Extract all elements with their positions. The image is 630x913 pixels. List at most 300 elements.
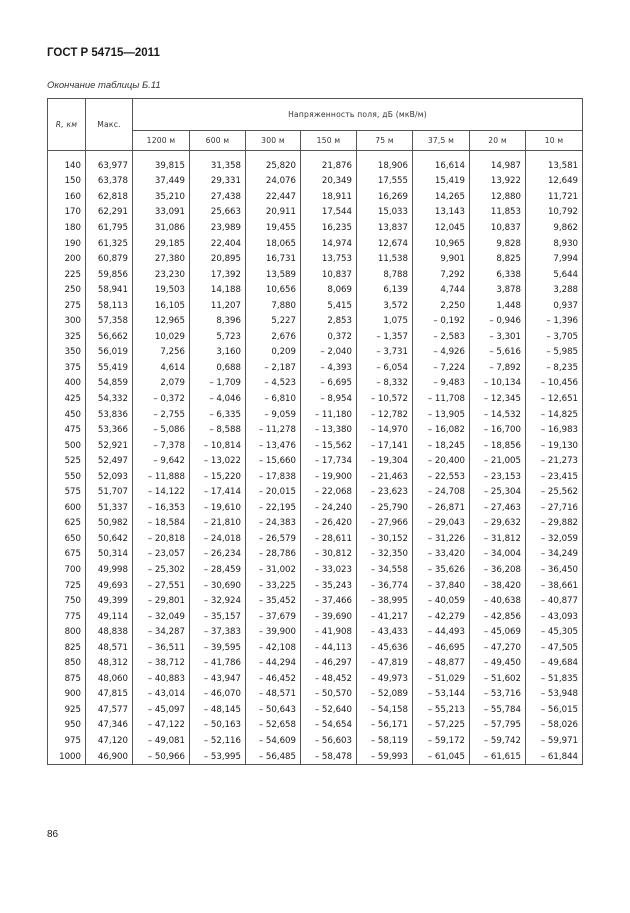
cell-value: – 26,234 <box>190 547 246 563</box>
cell-value: 22,404 <box>190 236 246 252</box>
cell-value: 18,065 <box>246 236 301 252</box>
cell-value: 13,922 <box>470 174 526 190</box>
document-header: ГОСТ Р 54715—2011 <box>47 47 160 59</box>
cell-value: 14,987 <box>470 158 526 174</box>
cell-value: – 34,004 <box>470 547 526 563</box>
table-row <box>48 547 583 563</box>
cell-value: – 59,971 <box>526 733 583 749</box>
cell-max: 47,120 <box>86 733 133 749</box>
cell-max: 60,879 <box>86 251 133 267</box>
cell-distance: 275 <box>48 298 86 314</box>
cell-value: – 52,116 <box>190 733 246 749</box>
cell-value: – 9,483 <box>413 376 470 392</box>
cell-value: 7,880 <box>246 298 301 314</box>
cell-max: 51,707 <box>86 484 133 500</box>
table-row <box>48 407 583 423</box>
cell-value: – 3,705 <box>526 329 583 345</box>
cell-value: – 24,708 <box>413 484 470 500</box>
cell-value: 10,792 <box>526 205 583 221</box>
cell-value: 10,656 <box>246 282 301 298</box>
cell-value: – 47,122 <box>133 718 190 734</box>
cell-max: 48,312 <box>86 656 133 672</box>
cell-value: – 38,661 <box>526 578 583 594</box>
cell-value: – 14,532 <box>470 407 526 423</box>
cell-value: 20,349 <box>301 174 357 190</box>
cell-value: – 21,463 <box>357 469 413 485</box>
cell-value: – 2,040 <box>301 345 357 361</box>
table-row <box>48 267 583 283</box>
cell-value: – 16,353 <box>133 500 190 516</box>
cell-value: – 25,790 <box>357 500 413 516</box>
cell-value: 14,974 <box>301 236 357 252</box>
cell-value: 33,091 <box>133 205 190 221</box>
cell-value: – 23,415 <box>526 469 583 485</box>
cell-value: – 29,882 <box>526 516 583 532</box>
cell-value: – 26,871 <box>413 500 470 516</box>
cell-value: – 22,195 <box>246 500 301 516</box>
cell-max: 52,497 <box>86 453 133 469</box>
cell-value: – 44,493 <box>413 624 470 640</box>
cell-distance: 325 <box>48 329 86 345</box>
cell-value: – 4,926 <box>413 345 470 361</box>
cell-value: – 43,093 <box>526 609 583 625</box>
cell-value: – 52,089 <box>357 687 413 703</box>
cell-distance: 800 <box>48 624 86 640</box>
cell-value: – 11,180 <box>301 407 357 423</box>
cell-value: – 16,700 <box>470 422 526 438</box>
cell-max: 63,977 <box>86 158 133 174</box>
cell-value: – 30,690 <box>190 578 246 594</box>
cell-value: – 38,420 <box>470 578 526 594</box>
cell-distance: 1000 <box>48 749 86 765</box>
cell-distance: 150 <box>48 174 86 190</box>
cell-value: 2,676 <box>246 329 301 345</box>
cell-value: – 35,452 <box>246 593 301 609</box>
cell-value: – 48,145 <box>190 702 246 718</box>
cell-value: – 21,005 <box>470 453 526 469</box>
cell-value: 5,723 <box>190 329 246 345</box>
data-table-container <box>47 98 582 765</box>
cell-value: – 39,900 <box>246 624 301 640</box>
cell-value: – 54,654 <box>301 718 357 734</box>
cell-value: – 23,153 <box>470 469 526 485</box>
table-row <box>48 749 583 765</box>
cell-value: – 24,383 <box>246 516 301 532</box>
cell-value: 11,207 <box>190 298 246 314</box>
cell-value: – 0,946 <box>470 313 526 329</box>
cell-value: 8,396 <box>190 313 246 329</box>
cell-max: 62,818 <box>86 189 133 205</box>
table-row <box>48 671 583 687</box>
cell-value: 3,878 <box>470 282 526 298</box>
cell-value: – 30,152 <box>357 531 413 547</box>
header-height-3: 150 м <box>301 131 357 151</box>
cell-value: – 17,734 <box>301 453 357 469</box>
cell-value: 39,815 <box>133 158 190 174</box>
table-row <box>48 531 583 547</box>
cell-value: – 18,584 <box>133 516 190 532</box>
cell-distance: 625 <box>48 516 86 532</box>
cell-value: – 31,226 <box>413 531 470 547</box>
cell-value: – 56,603 <box>301 733 357 749</box>
cell-value: – 47,270 <box>470 640 526 656</box>
cell-distance: 200 <box>48 251 86 267</box>
cell-value: 7,994 <box>526 251 583 267</box>
cell-value: – 48,452 <box>301 671 357 687</box>
cell-value: – 8,954 <box>301 391 357 407</box>
cell-value: 31,086 <box>133 220 190 236</box>
cell-value: – 5,985 <box>526 345 583 361</box>
table-row <box>48 251 583 267</box>
cell-value: – 1,357 <box>357 329 413 345</box>
cell-value: – 36,774 <box>357 578 413 594</box>
cell-value: 27,380 <box>133 251 190 267</box>
cell-value: – 61,045 <box>413 749 470 765</box>
table-row <box>48 189 583 205</box>
table-row <box>48 391 583 407</box>
cell-value: 5,227 <box>246 313 301 329</box>
cell-value: – 21,810 <box>190 516 246 532</box>
cell-value: 17,392 <box>190 267 246 283</box>
cell-value: – 50,643 <box>246 702 301 718</box>
cell-value: 0,372 <box>301 329 357 345</box>
cell-max: 48,060 <box>86 671 133 687</box>
cell-value: 13,753 <box>301 251 357 267</box>
header-height-5: 37,5 м <box>413 131 470 151</box>
cell-max: 46,900 <box>86 749 133 765</box>
cell-value: 19,503 <box>133 282 190 298</box>
cell-value: – 16,983 <box>526 422 583 438</box>
cell-value: – 14,970 <box>357 422 413 438</box>
cell-max: 48,838 <box>86 624 133 640</box>
cell-value: 27,438 <box>190 189 246 205</box>
cell-value: – 45,069 <box>470 624 526 640</box>
cell-value: – 19,900 <box>301 469 357 485</box>
cell-value: – 27,463 <box>470 500 526 516</box>
cell-max: 53,366 <box>86 422 133 438</box>
cell-value: 22,447 <box>246 189 301 205</box>
table-row <box>48 438 583 454</box>
cell-value: – 46,452 <box>246 671 301 687</box>
table-row <box>48 422 583 438</box>
cell-value: – 45,305 <box>526 624 583 640</box>
cell-distance: 675 <box>48 547 86 563</box>
header-max: Макс. <box>86 99 133 151</box>
cell-value: 16,731 <box>246 251 301 267</box>
cell-value: – 53,144 <box>413 687 470 703</box>
cell-distance: 650 <box>48 531 86 547</box>
cell-value: 6,338 <box>470 267 526 283</box>
cell-value: – 51,835 <box>526 671 583 687</box>
cell-distance: 450 <box>48 407 86 423</box>
cell-value: – 7,224 <box>413 360 470 376</box>
cell-value: 0,937 <box>526 298 583 314</box>
cell-max: 49,399 <box>86 593 133 609</box>
cell-value: – 44,113 <box>301 640 357 656</box>
cell-value: 5,644 <box>526 267 583 283</box>
cell-value: – 10,572 <box>357 391 413 407</box>
table-row <box>48 593 583 609</box>
table-row <box>48 656 583 672</box>
cell-value: – 59,742 <box>470 733 526 749</box>
cell-distance: 140 <box>48 158 86 174</box>
cell-distance: 180 <box>48 220 86 236</box>
table-row <box>48 733 583 749</box>
cell-value: 17,555 <box>357 174 413 190</box>
cell-value: 29,331 <box>190 174 246 190</box>
cell-value: – 45,097 <box>133 702 190 718</box>
cell-value: – 37,840 <box>413 578 470 594</box>
cell-value: 35,210 <box>133 189 190 205</box>
cell-value: – 56,015 <box>526 702 583 718</box>
cell-value: 2,079 <box>133 376 190 392</box>
cell-max: 49,998 <box>86 562 133 578</box>
cell-max: 52,093 <box>86 469 133 485</box>
cell-value: – 26,420 <box>301 516 357 532</box>
cell-value: 17,544 <box>301 205 357 221</box>
cell-value: 3,288 <box>526 282 583 298</box>
cell-value: – 6,810 <box>246 391 301 407</box>
cell-value: – 30,812 <box>301 547 357 563</box>
cell-value: 15,033 <box>357 205 413 221</box>
cell-value: – 32,059 <box>526 531 583 547</box>
cell-value: 16,269 <box>357 189 413 205</box>
cell-max: 47,577 <box>86 702 133 718</box>
cell-value: – 13,476 <box>246 438 301 454</box>
cell-value: – 37,466 <box>301 593 357 609</box>
cell-value: 11,538 <box>357 251 413 267</box>
cell-value: 7,292 <box>413 267 470 283</box>
cell-value: – 32,924 <box>190 593 246 609</box>
cell-max: 56,019 <box>86 345 133 361</box>
cell-distance: 700 <box>48 562 86 578</box>
cell-value: – 31,002 <box>246 562 301 578</box>
cell-value: – 7,378 <box>133 438 190 454</box>
cell-value: – 50,163 <box>190 718 246 734</box>
cell-value: – 41,786 <box>190 656 246 672</box>
header-height-4: 75 м <box>357 131 413 151</box>
cell-value: – 10,814 <box>190 438 246 454</box>
header-height-0: 1200 м <box>133 131 190 151</box>
cell-value: – 9,059 <box>246 407 301 423</box>
cell-value: – 28,786 <box>246 547 301 563</box>
cell-value: – 52,658 <box>246 718 301 734</box>
cell-value: – 15,220 <box>190 469 246 485</box>
cell-value: – 54,158 <box>357 702 413 718</box>
cell-value: – 40,883 <box>133 671 190 687</box>
cell-max: 54,859 <box>86 376 133 392</box>
cell-value: – 27,966 <box>357 516 413 532</box>
cell-value: – 35,626 <box>413 562 470 578</box>
cell-value: – 50,570 <box>301 687 357 703</box>
cell-value: – 23,623 <box>357 484 413 500</box>
cell-value: – 27,716 <box>526 500 583 516</box>
cell-value: – 47,819 <box>357 656 413 672</box>
cell-value: – 39,595 <box>190 640 246 656</box>
cell-value: 20,911 <box>246 205 301 221</box>
header-field-strength: Напряженность поля, дБ (мкВ/м) <box>133 99 583 131</box>
cell-value: 18,906 <box>357 158 413 174</box>
cell-value: 10,837 <box>301 267 357 283</box>
table-row <box>48 718 583 734</box>
cell-value: – 8,332 <box>357 376 413 392</box>
cell-value: – 20,818 <box>133 531 190 547</box>
cell-value: 1,448 <box>470 298 526 314</box>
cell-value: – 57,795 <box>470 718 526 734</box>
cell-value: – 61,615 <box>470 749 526 765</box>
cell-distance: 225 <box>48 267 86 283</box>
page-number: 86 <box>47 829 59 840</box>
cell-value: 14,188 <box>190 282 246 298</box>
cell-max: 47,815 <box>86 687 133 703</box>
cell-value: – 58,478 <box>301 749 357 765</box>
cell-value: – 14,122 <box>133 484 190 500</box>
cell-max: 58,113 <box>86 298 133 314</box>
cell-distance: 750 <box>48 593 86 609</box>
cell-value: 2,250 <box>413 298 470 314</box>
cell-value: – 15,660 <box>246 453 301 469</box>
cell-value: – 49,973 <box>357 671 413 687</box>
cell-value: – 51,029 <box>413 671 470 687</box>
cell-value: 16,235 <box>301 220 357 236</box>
cell-value: – 36,511 <box>133 640 190 656</box>
cell-value: 12,674 <box>357 236 413 252</box>
cell-value: – 42,279 <box>413 609 470 625</box>
cell-value: 25,663 <box>190 205 246 221</box>
cell-value: – 38,712 <box>133 656 190 672</box>
cell-value: – 58,119 <box>357 733 413 749</box>
cell-value: – 12,782 <box>357 407 413 423</box>
cell-value: 12,649 <box>526 174 583 190</box>
cell-value: 3,572 <box>357 298 413 314</box>
cell-value: – 4,046 <box>190 391 246 407</box>
cell-value: 11,853 <box>470 205 526 221</box>
cell-distance: 160 <box>48 189 86 205</box>
cell-value: – 13,022 <box>190 453 246 469</box>
cell-value: – 18,245 <box>413 438 470 454</box>
cell-value: – 34,249 <box>526 547 583 563</box>
cell-value: – 14,825 <box>526 407 583 423</box>
cell-value: – 1,396 <box>526 313 583 329</box>
cell-value: – 32,049 <box>133 609 190 625</box>
cell-value: – 19,610 <box>190 500 246 516</box>
cell-distance: 550 <box>48 469 86 485</box>
cell-value: – 35,157 <box>190 609 246 625</box>
table-row <box>48 453 583 469</box>
cell-value: 8,788 <box>357 267 413 283</box>
cell-value: – 55,784 <box>470 702 526 718</box>
cell-value: – 33,023 <box>301 562 357 578</box>
cell-value: 25,820 <box>246 158 301 174</box>
cell-distance: 850 <box>48 656 86 672</box>
cell-max: 48,571 <box>86 640 133 656</box>
cell-distance: 170 <box>48 205 86 221</box>
cell-max: 47,346 <box>86 718 133 734</box>
cell-value: – 18,856 <box>470 438 526 454</box>
cell-value: – 49,450 <box>470 656 526 672</box>
cell-value: – 31,812 <box>470 531 526 547</box>
cell-value: – 51,602 <box>470 671 526 687</box>
table-row <box>48 376 583 392</box>
table-spacer-row <box>48 151 583 159</box>
cell-value: – 53,948 <box>526 687 583 703</box>
cell-max: 53,836 <box>86 407 133 423</box>
cell-value: 29,185 <box>133 236 190 252</box>
cell-value: – 48,877 <box>413 656 470 672</box>
table-row <box>48 516 583 532</box>
cell-value: 20,895 <box>190 251 246 267</box>
cell-distance: 925 <box>48 702 86 718</box>
cell-value: – 10,456 <box>526 376 583 392</box>
table-row <box>48 500 583 516</box>
cell-max: 61,795 <box>86 220 133 236</box>
cell-value: 9,828 <box>470 236 526 252</box>
cell-value: – 22,068 <box>301 484 357 500</box>
cell-value: – 26,579 <box>246 531 301 547</box>
table-row <box>48 624 583 640</box>
cell-value: – 42,856 <box>470 609 526 625</box>
cell-value: 37,449 <box>133 174 190 190</box>
cell-value: – 56,171 <box>357 718 413 734</box>
cell-distance: 525 <box>48 453 86 469</box>
cell-value: – 11,708 <box>413 391 470 407</box>
cell-max: 50,642 <box>86 531 133 547</box>
cell-value: – 54,609 <box>246 733 301 749</box>
cell-value: – 20,400 <box>413 453 470 469</box>
cell-distance: 825 <box>48 640 86 656</box>
cell-distance: 975 <box>48 733 86 749</box>
cell-value: 6,139 <box>357 282 413 298</box>
cell-value: – 38,995 <box>357 593 413 609</box>
cell-value: 23,989 <box>190 220 246 236</box>
cell-value: 12,965 <box>133 313 190 329</box>
cell-value: 19,455 <box>246 220 301 236</box>
cell-value: – 59,172 <box>413 733 470 749</box>
cell-distance: 500 <box>48 438 86 454</box>
cell-value: – 57,225 <box>413 718 470 734</box>
cell-value: – 58,026 <box>526 718 583 734</box>
cell-value: 1,075 <box>357 313 413 329</box>
cell-distance: 875 <box>48 671 86 687</box>
cell-distance: 400 <box>48 376 86 392</box>
table-row <box>48 578 583 594</box>
cell-max: 49,114 <box>86 609 133 625</box>
cell-value: – 2,583 <box>413 329 470 345</box>
cell-distance: 950 <box>48 718 86 734</box>
cell-value: – 12,651 <box>526 391 583 407</box>
cell-value: 13,581 <box>526 158 583 174</box>
cell-value: – 55,213 <box>413 702 470 718</box>
cell-value: – 7,892 <box>470 360 526 376</box>
cell-value: – 25,304 <box>470 484 526 500</box>
cell-value: – 53,995 <box>190 749 246 765</box>
cell-value: – 37,383 <box>190 624 246 640</box>
cell-value: 8,930 <box>526 236 583 252</box>
cell-distance: 600 <box>48 500 86 516</box>
cell-value: – 35,243 <box>301 578 357 594</box>
cell-value: – 13,905 <box>413 407 470 423</box>
cell-max: 56,662 <box>86 329 133 345</box>
cell-value: 4,614 <box>133 360 190 376</box>
table-row <box>48 313 583 329</box>
table-row <box>48 174 583 190</box>
cell-distance: 725 <box>48 578 86 594</box>
cell-value: – 11,278 <box>246 422 301 438</box>
cell-max: 62,291 <box>86 205 133 221</box>
cell-value: – 32,350 <box>357 547 413 563</box>
cell-value: – 29,632 <box>470 516 526 532</box>
cell-value: – 6,054 <box>357 360 413 376</box>
